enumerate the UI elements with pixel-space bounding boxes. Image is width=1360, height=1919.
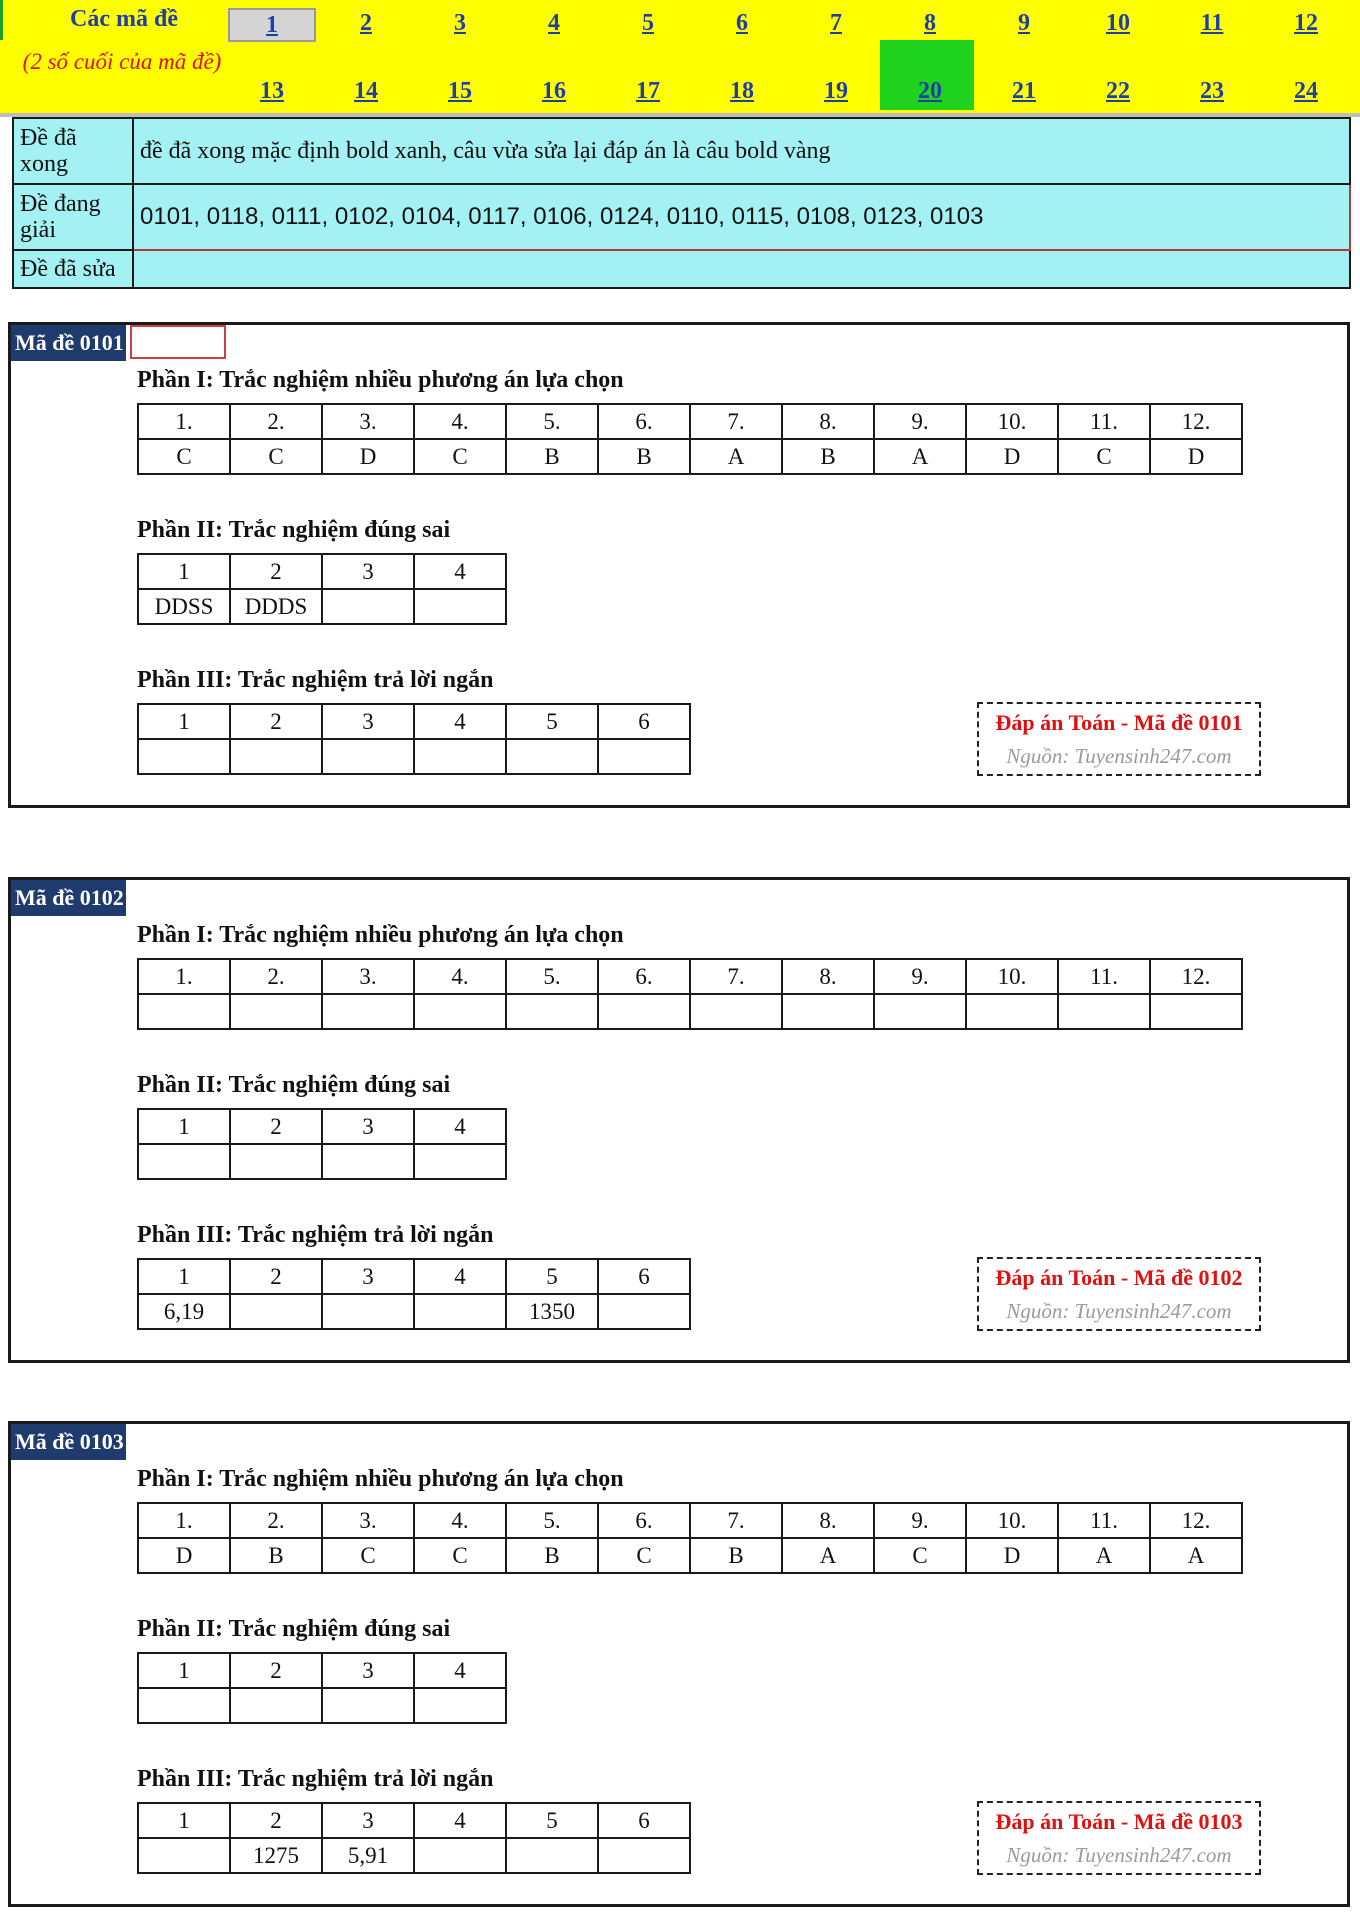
answer-cell[interactable]: C <box>138 439 230 474</box>
question-number-cell[interactable]: 10. <box>966 404 1058 439</box>
exam-code-link[interactable]: 4 <box>548 10 560 36</box>
exam-code-link[interactable]: 8 <box>924 10 936 36</box>
exam-code-link[interactable]: 11 <box>1200 10 1224 36</box>
answer-cell[interactable] <box>138 994 230 1029</box>
answer-cell[interactable] <box>322 1688 414 1723</box>
part1-table <box>137 1502 1243 1574</box>
question-number-cell[interactable]: 2. <box>230 959 322 994</box>
answer-cell[interactable] <box>1058 994 1150 1029</box>
question-number-cell[interactable]: 2. <box>230 404 322 439</box>
exam-code-link[interactable]: 10 <box>1106 10 1130 36</box>
answer-cell[interactable]: 1350 <box>506 1294 598 1329</box>
answer-key-title: Đáp án Toán - Mã đề 0101 <box>995 710 1243 735</box>
question-number-cell[interactable]: 9. <box>874 404 966 439</box>
cell-selection-marker <box>0 0 3 40</box>
answer-cell[interactable]: C <box>1058 439 1150 474</box>
answer-cell[interactable] <box>598 1838 690 1873</box>
answer-cell[interactable]: B <box>598 439 690 474</box>
question-number-cell[interactable]: 11. <box>1058 1503 1150 1538</box>
question-number-cell[interactable]: 3 <box>322 1803 414 1838</box>
question-number-cell[interactable]: 3 <box>322 704 414 739</box>
active-cell[interactable] <box>130 325 226 359</box>
exam-code-link[interactable]: 12 <box>1294 10 1318 36</box>
answer-cell[interactable]: DDDS <box>230 589 322 624</box>
answer-cell[interactable] <box>138 739 230 774</box>
part2-title: Phần II: Trắc nghiệm đúng sai <box>137 1072 451 1098</box>
question-number-cell[interactable]: 1 <box>138 1109 230 1144</box>
question-number-cell[interactable]: 12. <box>1150 404 1242 439</box>
answer-key-title: Đáp án Toán - Mã đề 0102 <box>995 1265 1243 1290</box>
question-number-cell[interactable]: 6. <box>598 1503 690 1538</box>
answer-cell[interactable]: D <box>966 1538 1058 1573</box>
question-number-cell[interactable]: 9. <box>874 959 966 994</box>
question-number-cell[interactable]: 1 <box>138 1803 230 1838</box>
question-number-cell[interactable]: 5. <box>506 404 598 439</box>
answer-cell[interactable] <box>230 1144 322 1179</box>
done-value[interactable]: đề đã xong mặc định bold xanh, câu vừa sửa lại đáp án là câu bold vàng <box>133 118 1350 184</box>
answer-cell[interactable] <box>782 994 874 1029</box>
question-number-cell[interactable]: 5. <box>506 959 598 994</box>
exam-code-label: Mã đề 0103 <box>11 1424 126 1460</box>
question-number-cell[interactable]: 10. <box>966 959 1058 994</box>
question-number-cell[interactable]: 12. <box>1150 959 1242 994</box>
question-number-cell[interactable]: 2 <box>230 1109 322 1144</box>
exam-code-link[interactable]: 16 <box>542 78 566 104</box>
question-number-cell[interactable]: 1. <box>138 404 230 439</box>
exam-code-link[interactable]: 21 <box>1012 78 1036 104</box>
answer-cell[interactable] <box>598 1294 690 1329</box>
question-number-cell[interactable]: 6. <box>598 404 690 439</box>
part3-table <box>137 703 691 775</box>
answer-cell[interactable]: A <box>1150 1538 1242 1573</box>
part2-title: Phần II: Trắc nghiệm đúng sai <box>137 517 451 543</box>
answer-cell[interactable]: 1275 <box>230 1838 322 1873</box>
fixed-value[interactable] <box>133 250 1350 288</box>
answer-cell[interactable]: C <box>414 439 506 474</box>
answer-cell[interactable]: 6,19 <box>138 1294 230 1329</box>
question-number-cell[interactable]: 6. <box>598 959 690 994</box>
answer-cell[interactable]: D <box>1150 439 1242 474</box>
answer-cell[interactable]: A <box>1058 1538 1150 1573</box>
answer-cell[interactable] <box>506 994 598 1029</box>
index-bar-title: Các mã đề <box>70 6 178 32</box>
answer-cell[interactable] <box>322 1144 414 1179</box>
answer-cell[interactable]: C <box>414 1538 506 1573</box>
question-number-cell[interactable]: 11. <box>1058 404 1150 439</box>
exam-code-link[interactable]: 22 <box>1106 78 1130 104</box>
answer-cell[interactable] <box>414 589 506 624</box>
part3-title: Phần III: Trắc nghiệm trả lời ngắn <box>137 667 494 693</box>
question-number-cell[interactable]: 4. <box>414 959 506 994</box>
question-number-cell[interactable]: 1. <box>138 959 230 994</box>
status-table <box>12 117 1351 289</box>
exam-code-link[interactable]: 17 <box>636 78 660 104</box>
question-number-cell[interactable]: 2 <box>230 1803 322 1838</box>
answer-cell[interactable] <box>230 739 322 774</box>
part1-title: Phần I: Trắc nghiệm nhiều phương án lựa chọn <box>137 922 624 948</box>
question-number-cell[interactable]: 4 <box>414 704 506 739</box>
question-number-cell[interactable]: 3. <box>322 404 414 439</box>
question-number-cell[interactable]: 9. <box>874 1503 966 1538</box>
question-number-cell[interactable]: 3 <box>322 1259 414 1294</box>
question-number-cell[interactable]: 8. <box>782 404 874 439</box>
part1-title: Phần I: Trắc nghiệm nhiều phương án lựa chọn <box>137 367 624 393</box>
answer-cell[interactable]: D <box>322 439 414 474</box>
question-number-cell[interactable]: 5 <box>506 1803 598 1838</box>
question-number-cell[interactable]: 8. <box>782 1503 874 1538</box>
question-number-cell[interactable]: 1 <box>138 704 230 739</box>
answer-cell[interactable] <box>598 994 690 1029</box>
question-number-cell[interactable]: 12. <box>1150 1503 1242 1538</box>
question-number-cell[interactable]: 3 <box>322 554 414 589</box>
answer-cell[interactable]: B <box>506 439 598 474</box>
question-number-cell[interactable]: 4 <box>414 554 506 589</box>
answer-cell[interactable]: D <box>966 439 1058 474</box>
answer-cell[interactable] <box>690 994 782 1029</box>
question-number-cell[interactable]: 3 <box>322 1109 414 1144</box>
answer-key-source: Nguồn: Tuyensinh247.com <box>1006 744 1232 768</box>
question-number-cell[interactable]: 3 <box>322 1653 414 1688</box>
answer-cell[interactable] <box>322 1294 414 1329</box>
exam-block <box>8 877 1350 1363</box>
question-number-cell[interactable]: 3. <box>322 1503 414 1538</box>
answer-cell[interactable]: B <box>506 1538 598 1573</box>
question-number-cell[interactable]: 10. <box>966 1503 1058 1538</box>
answer-cell[interactable] <box>506 1838 598 1873</box>
exam-code-link[interactable]: 18 <box>730 78 754 104</box>
answer-cell[interactable] <box>138 1688 230 1723</box>
exam-code-link[interactable]: 3 <box>454 10 466 36</box>
exam-block <box>8 1421 1350 1907</box>
answer-cell[interactable]: C <box>874 1538 966 1573</box>
answer-key-source: Nguồn: Tuyensinh247.com <box>1006 1299 1232 1323</box>
part2-table <box>137 1108 507 1180</box>
exam-code-index-bar <box>0 0 1360 117</box>
part3-table <box>137 1258 691 1330</box>
exam-code-link[interactable]: 19 <box>824 78 848 104</box>
question-number-cell[interactable]: 4. <box>414 1503 506 1538</box>
answer-cell[interactable]: B <box>230 1538 322 1573</box>
fixed-label: Đề đã sửa <box>13 250 133 288</box>
exam-code-label: Mã đề 0102 <box>11 880 126 916</box>
answer-cell[interactable]: DDSS <box>138 589 230 624</box>
question-number-cell[interactable]: 6 <box>598 704 690 739</box>
answer-key-stamp <box>977 1257 1261 1331</box>
question-number-cell[interactable]: 4 <box>414 1259 506 1294</box>
exam-code-link[interactable]: 20 <box>918 78 942 104</box>
answer-cell[interactable] <box>322 589 414 624</box>
exam-code-link[interactable]: 15 <box>448 78 472 104</box>
answer-cell[interactable] <box>414 1838 506 1873</box>
question-number-cell[interactable]: 7. <box>690 1503 782 1538</box>
question-number-cell[interactable]: 4 <box>414 1653 506 1688</box>
answer-cell[interactable] <box>322 994 414 1029</box>
question-number-cell[interactable]: 7. <box>690 959 782 994</box>
answer-cell[interactable] <box>322 739 414 774</box>
part3-title: Phần III: Trắc nghiệm trả lời ngắn <box>137 1222 494 1248</box>
answer-key-title: Đáp án Toán - Mã đề 0103 <box>995 1809 1243 1834</box>
question-number-cell[interactable]: 2. <box>230 1503 322 1538</box>
exam-block <box>8 322 1350 808</box>
answer-cell[interactable]: C <box>230 439 322 474</box>
answer-cell[interactable] <box>138 1838 230 1873</box>
answer-cell[interactable] <box>414 1294 506 1329</box>
answer-cell[interactable] <box>230 994 322 1029</box>
answer-cell[interactable] <box>414 739 506 774</box>
answer-cell[interactable] <box>874 994 966 1029</box>
exam-code-link[interactable]: 1 <box>228 8 316 42</box>
answer-key-stamp <box>977 1801 1261 1875</box>
question-number-cell[interactable]: 3. <box>322 959 414 994</box>
answer-cell[interactable] <box>230 1688 322 1723</box>
question-number-cell[interactable]: 2 <box>230 704 322 739</box>
part2-table <box>137 1652 507 1724</box>
question-number-cell[interactable]: 2 <box>230 1653 322 1688</box>
question-number-cell[interactable]: 8. <box>782 959 874 994</box>
answer-cell[interactable] <box>414 1688 506 1723</box>
question-number-cell[interactable]: 7. <box>690 404 782 439</box>
part3-title: Phần III: Trắc nghiệm trả lời ngắn <box>137 1766 494 1792</box>
answer-cell[interactable]: C <box>598 1538 690 1573</box>
answer-cell[interactable] <box>966 994 1058 1029</box>
answer-cell[interactable]: B <box>690 1538 782 1573</box>
part1-title: Phần I: Trắc nghiệm nhiều phương án lựa chọn <box>137 1466 624 1492</box>
answer-cell[interactable] <box>230 1294 322 1329</box>
question-number-cell[interactable]: 5. <box>506 1503 598 1538</box>
question-number-cell[interactable]: 6 <box>598 1803 690 1838</box>
question-number-cell[interactable]: 1. <box>138 1503 230 1538</box>
done-label: Đề đã xong <box>13 118 133 184</box>
answer-cell[interactable] <box>414 1144 506 1179</box>
question-number-cell[interactable]: 1 <box>138 1653 230 1688</box>
exam-code-link[interactable]: 6 <box>736 10 748 36</box>
solving-value[interactable]: 0101, 0118, 0111, 0102, 0104, 0117, 0106, 0124, 0110, 0115, 0108, 0123, 0103 <box>133 184 1350 250</box>
answer-key-source: Nguồn: Tuyensinh247.com <box>1006 1843 1232 1867</box>
exam-code-link[interactable]: 23 <box>1200 78 1224 104</box>
answer-cell[interactable]: D <box>138 1538 230 1573</box>
exam-code-link[interactable]: 24 <box>1294 78 1318 104</box>
answer-cell[interactable]: B <box>782 439 874 474</box>
index-bar-subtitle: (2 số cuối của mã đề) <box>22 49 222 74</box>
answer-cell[interactable]: 5,91 <box>322 1838 414 1873</box>
answer-key-stamp <box>977 702 1261 776</box>
answer-cell[interactable] <box>138 1144 230 1179</box>
part1-table <box>137 403 1243 475</box>
exam-code-link[interactable]: 14 <box>354 78 378 104</box>
question-number-cell[interactable]: 11. <box>1058 959 1150 994</box>
part2-title: Phần II: Trắc nghiệm đúng sai <box>137 1616 451 1642</box>
exam-code-link[interactable]: 5 <box>642 10 654 36</box>
part1-table <box>137 958 1243 1030</box>
question-number-cell[interactable]: 4. <box>414 404 506 439</box>
answer-cell[interactable] <box>598 739 690 774</box>
question-number-cell[interactable]: 2 <box>230 1259 322 1294</box>
question-number-cell[interactable]: 4 <box>414 1803 506 1838</box>
question-number-cell[interactable]: 5 <box>506 704 598 739</box>
exam-code-link[interactable]: 13 <box>260 78 284 104</box>
answer-cell[interactable] <box>414 994 506 1029</box>
solving-label: Đề đang giải <box>13 184 133 250</box>
part3-table <box>137 1802 691 1874</box>
answer-cell[interactable] <box>1150 994 1242 1029</box>
part2-table <box>137 553 507 625</box>
question-number-cell[interactable]: 4 <box>414 1109 506 1144</box>
question-number-cell[interactable]: 5 <box>506 1259 598 1294</box>
answer-cell[interactable]: A <box>690 439 782 474</box>
question-number-cell[interactable]: 6 <box>598 1259 690 1294</box>
exam-code-label: Mã đề 0101 <box>11 325 126 361</box>
answer-cell[interactable]: A <box>782 1538 874 1573</box>
exam-code-link[interactable]: 9 <box>1018 10 1030 36</box>
answer-cell[interactable] <box>506 739 598 774</box>
exam-code-link[interactable]: 2 <box>360 10 372 36</box>
exam-code-link[interactable]: 7 <box>830 10 842 36</box>
question-number-cell[interactable]: 1 <box>138 1259 230 1294</box>
answer-cell[interactable]: A <box>874 439 966 474</box>
question-number-cell[interactable]: 1 <box>138 554 230 589</box>
question-number-cell[interactable]: 2 <box>230 554 322 589</box>
answer-cell[interactable]: C <box>322 1538 414 1573</box>
